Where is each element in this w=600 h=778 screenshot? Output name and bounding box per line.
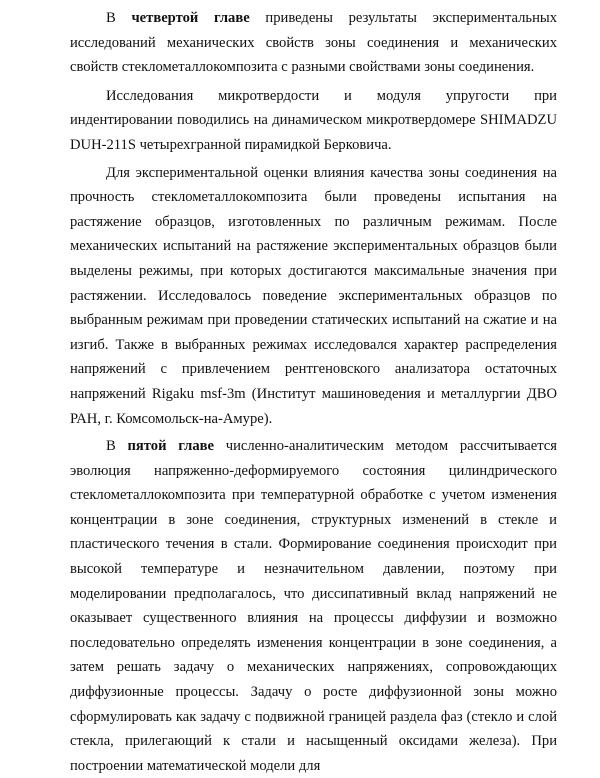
paragraph-intro: В (106, 10, 132, 26)
paragraph-text: приведены результаты экспериментальных исследований механических свойств зоны соединения и механических свойств стеклометаллокомпозита с разными свойствами зоны соединения. (70, 10, 557, 76)
chapter-four-heading: четвертой главе (131, 10, 250, 26)
document-page (70, 0, 557, 774)
paragraph-chapter-five (70, 434, 557, 778)
chapter-five-heading: пятой главе (127, 438, 214, 455)
paragraph-text: Для экспериментальной оценки влияния качества зоны соединения на прочность стеклометаллокомпозита были проведены испытания на растяжение образцов, изготовленных по различным режимам. После механических испытаний на растяжение экспериментальных образцов были выделены режимы, при которых достигаются максимальные значения при растяжении. Исследовалось поведение экспериментальных образцов по выбранным режимам при проведении статических испытаний на сжатие и на изгиб. Также в выбранных режимах исследовался характер распределения напряжений с привлечением рентгеновского анализатора остаточных напряжений Rigaku msf-3m (Институт машиноведения и металлургии ДВО РАН, г. Комсомольск-на-Амуре). (70, 164, 557, 427)
paragraph-experimental-evaluation (70, 161, 557, 432)
paragraph-text: численно-аналитическим методом рассчитывается эволюция напряженно-деформируемого состояния цилиндрического стеклометаллокомпозита при температурной обработке с учетом изменения концентрации в зоне соединения, структурных изменений в стекле и пластического течения в стали. Формирование соединения происходит при высокой температуре и незначительном давлении, поэтому при моделировании предполагалось, что диссипативный вклад напряжений не оказывает существенного влияния на процессы диффузии и возможно последовательно определять изменения концентрации в зоне соединения, а затем решать задачу о механических напряжениях, сопровождающих диффузионные процессы. Задачу о росте диффузионной зоны можно сформулировать как задачу с подвижной границей раздела фаз (стекло и слой стекла, прилегающий к стали и насыщенный оксидами железа). При построении математической модели для (70, 438, 557, 774)
paragraph-microhardness (70, 84, 557, 158)
paragraph-intro: В (106, 438, 128, 455)
paragraph-text: Исследования микротвердости и модуля упругости при индентировании поводились на динамическом микротвердомере SHIMADZU DUH-211S четырехгранной пирамидкой Берковича. (70, 87, 557, 153)
paragraph-chapter-four (70, 6, 557, 80)
